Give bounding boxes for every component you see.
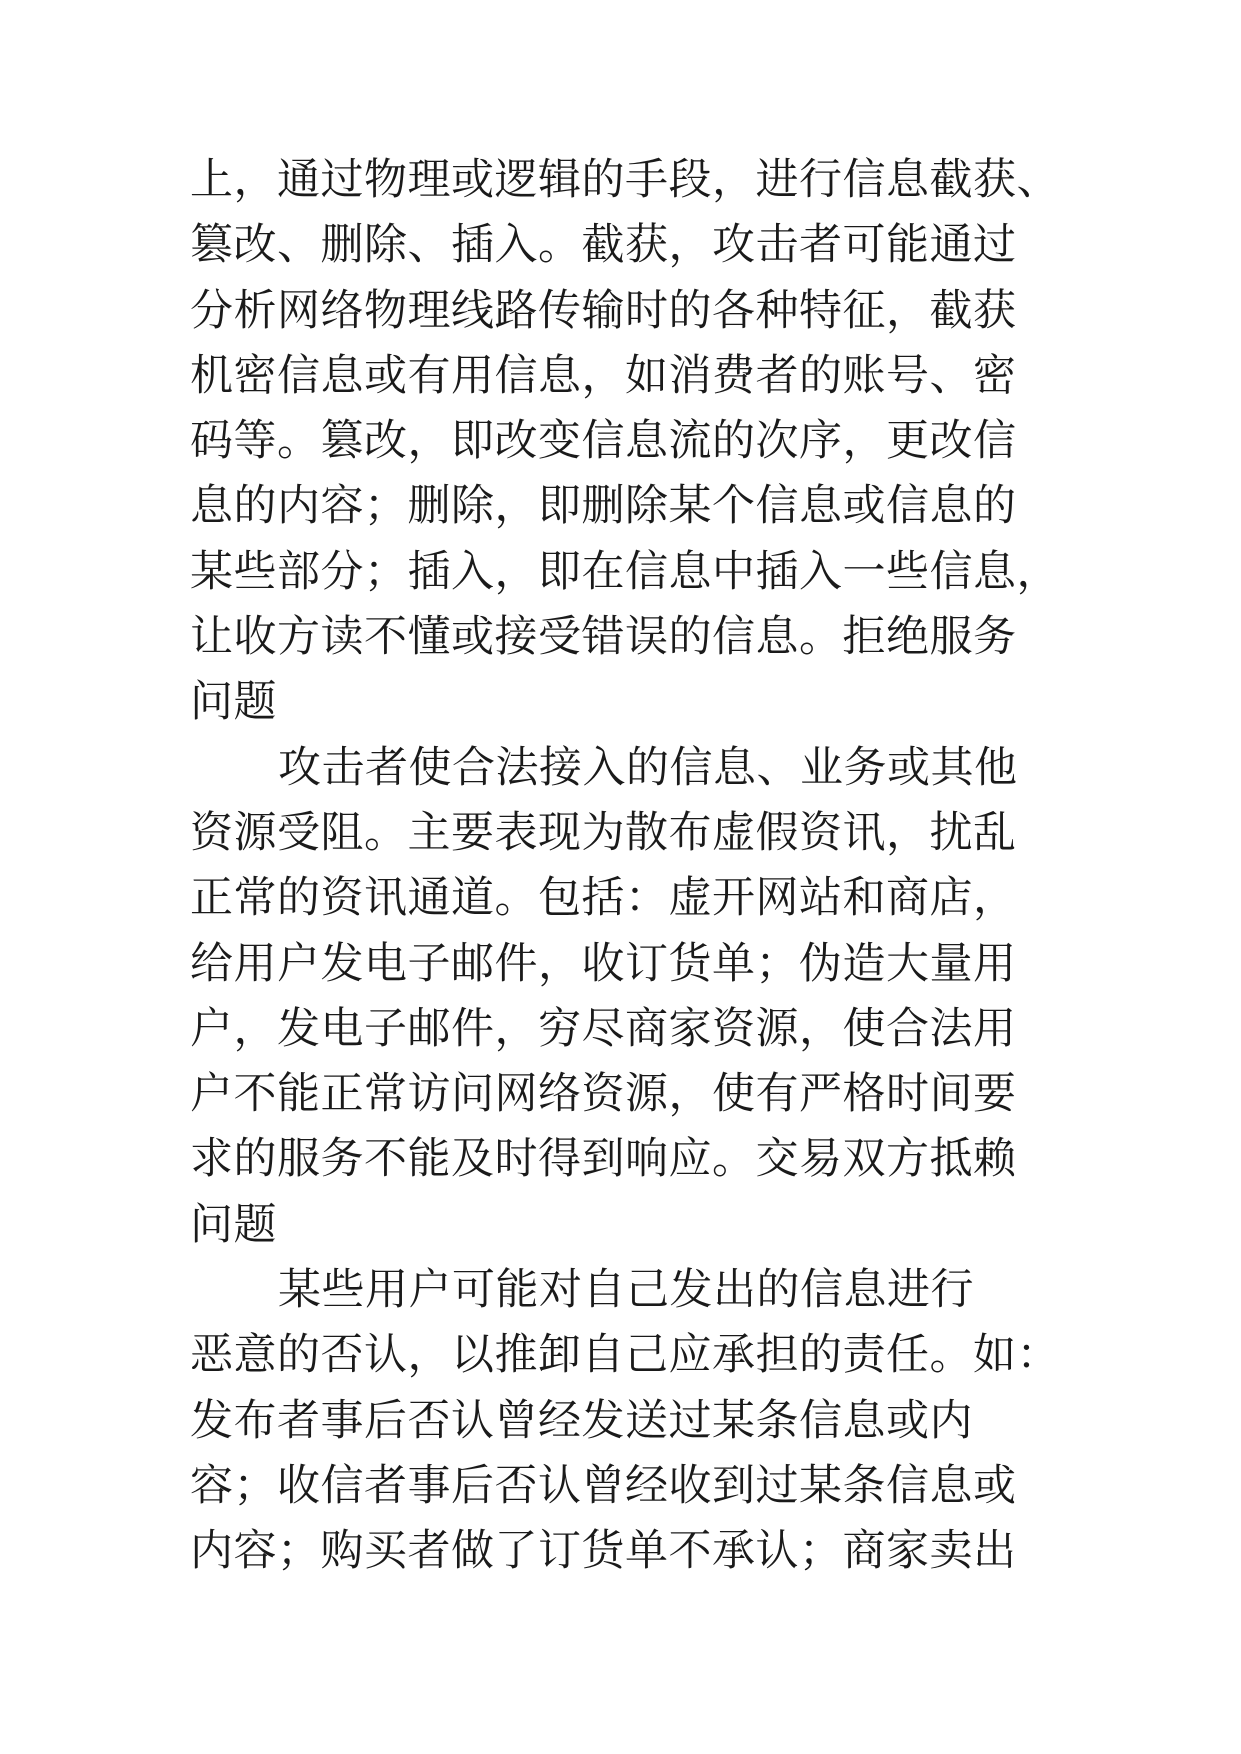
- text-line-17: 问题: [190, 1199, 277, 1250]
- text-line-6: 息的内容；删除，即删除某个信息或信息的: [190, 481, 1017, 532]
- text-line-4: 机密信息或有用信息，如消费者的账号、密: [190, 350, 1017, 401]
- text-line-18: 某些用户可能对自己发出的信息进行: [278, 1265, 974, 1316]
- text-line-14: 户，发电子邮件，穷尽商家资源，使合法用: [190, 1003, 1017, 1054]
- text-line-22: 内容；购买者做了订货单不承认；商家卖出: [190, 1526, 1017, 1577]
- text-line-21: 容；收信者事后否认曾经收到过某条信息或: [190, 1460, 1017, 1511]
- text-line-5: 码等。篡改，即改变信息流的次序，更改信: [190, 416, 1017, 467]
- body-text: [190, 148, 1090, 1585]
- text-line-3: 分析网络物理线路传输时的各种特征，截获: [190, 285, 1017, 336]
- text-line-9: 问题: [190, 677, 277, 728]
- text-line-20: 发布者事后否认曾经发送过某条信息或内: [190, 1395, 973, 1446]
- text-line-11: 资源受阻。主要表现为散布虚假资讯，扰乱: [190, 807, 1017, 858]
- text-line-12: 正常的资讯通道。包括：虚开网站和商店，: [190, 873, 1017, 924]
- text-line-2: 篡改、删除、插入。截获，攻击者可能通过: [190, 220, 1017, 271]
- text-line-15: 户不能正常访问网络资源，使有严格时间要: [190, 1069, 1017, 1120]
- text-line-16: 求的服务不能及时得到响应。交易双方抵赖: [190, 1134, 1017, 1185]
- text-line-1: 上，通过物理或逻辑的手段，进行信息截获、: [190, 155, 1060, 205]
- text-line-13: 给用户发电子邮件，收订货单；伪造大量用: [190, 938, 1017, 989]
- text-line-10: 攻击者使合法接入的信息、业务或其他: [278, 742, 1018, 793]
- text-line-19: 恶意的否认，以推卸自己应承担的责任。如：: [190, 1330, 1060, 1381]
- text-line-7: 某些部分；插入，即在信息中插入一些信息，: [190, 546, 1060, 597]
- text-line-8: 让收方读不懂或接受错误的信息。拒绝服务: [190, 612, 1017, 663]
